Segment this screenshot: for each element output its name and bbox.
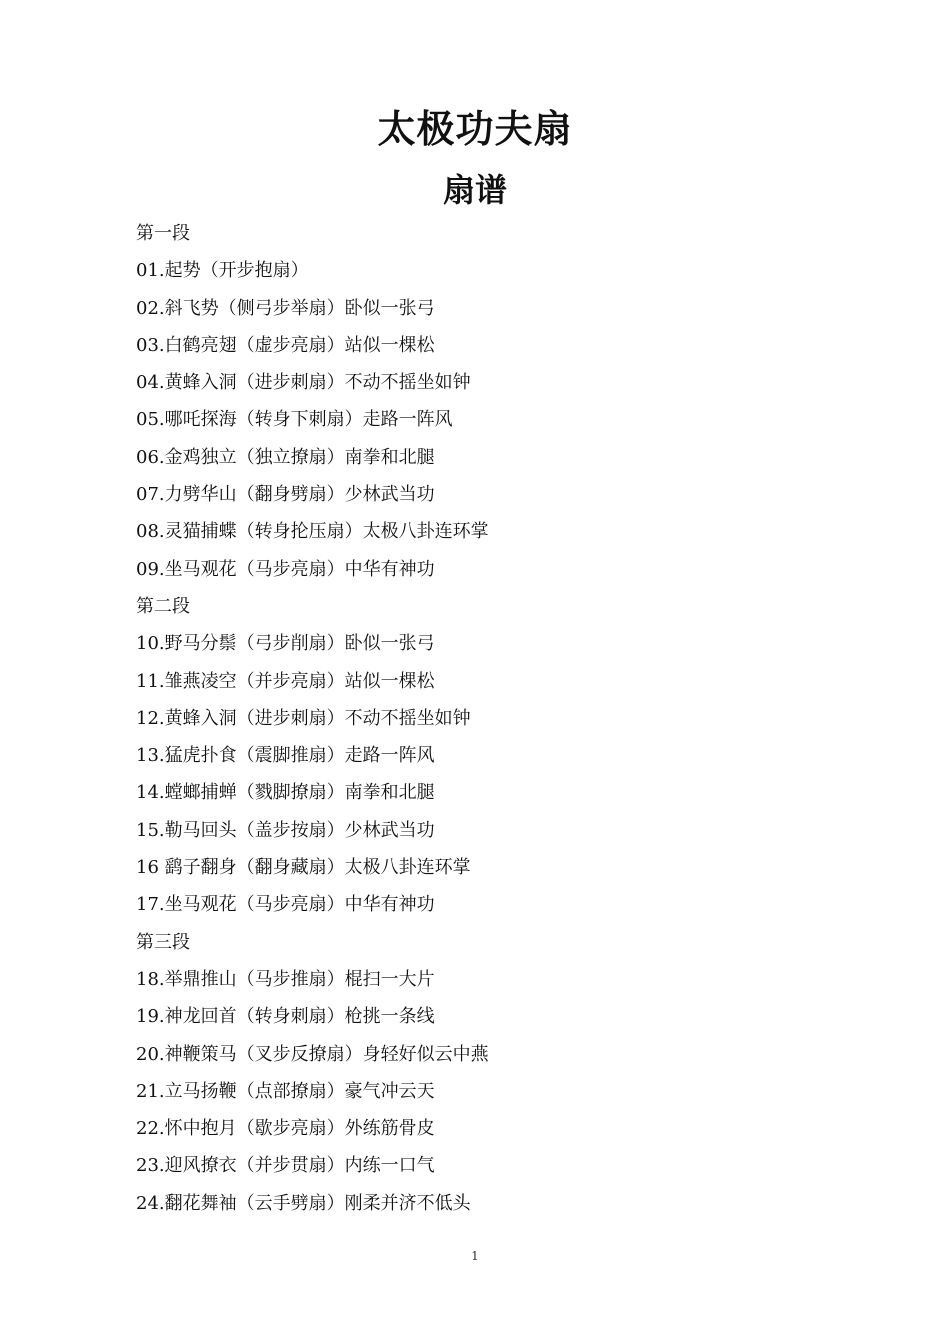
form-line-05: 05.哪吒探海（转身下刺扇）走路一阵风 <box>136 409 453 431</box>
form-line-17: 17.坐马观花（马步亮扇）中华有神功 <box>136 894 435 916</box>
form-line-24: 24.翻花舞袖（云手劈扇）刚柔并济不低头 <box>136 1192 471 1214</box>
form-line-22: 22.怀中抱月（歇步亮扇）外练筋骨皮 <box>136 1118 435 1140</box>
form-line-14: 14.螳螂捕蝉（戮脚撩扇）南拳和北腿 <box>136 782 435 804</box>
form-line-02: 02.斜飞势（侧弓步举扇）卧似一张弓 <box>136 297 435 319</box>
document-subtitle: 扇谱 <box>442 171 507 209</box>
form-line-09: 09.坐马观花（马步亮扇）中华有神功 <box>136 558 435 580</box>
form-line-20: 20.神鞭策马（叉步反撩扇）身轻好似云中燕 <box>136 1043 489 1065</box>
form-line-06: 06.金鸡独立（独立撩扇）南拳和北腿 <box>136 446 435 468</box>
form-line-07: 07.力劈华山（翻身劈扇）少林武当功 <box>136 484 435 506</box>
form-line-16: 16 鹞子翻身（翻身藏扇）太极八卦连环掌 <box>136 857 471 879</box>
form-line-21: 21.立马扬鞭（点部撩扇）豪气冲云天 <box>136 1080 435 1102</box>
form-line-12: 12.黄蜂入洞（进步刺扇）不动不摇坐如钟 <box>136 707 471 729</box>
form-line-10: 10.野马分鬃（弓步削扇）卧似一张弓 <box>136 633 435 655</box>
form-line-04: 04.黄蜂入洞（进步刺扇）不动不摇坐如钟 <box>136 372 471 394</box>
form-line-13: 13.猛虎扑食（震脚推扇）走路一阵风 <box>136 745 435 767</box>
form-line-08: 08.灵猫捕蝶（转身抡压扇）太极八卦连环掌 <box>136 521 489 543</box>
form-line-19: 19.神龙回首（转身刺扇）枪挑一条线 <box>136 1006 435 1028</box>
form-line-01: 01.起势（开步抱扇） <box>136 260 309 282</box>
section-heading-1: 第一段 <box>136 223 190 244</box>
document-title: 太极功夫扇 <box>377 107 573 151</box>
form-line-03: 03.白鹤亮翅（虚步亮扇）站似一棵松 <box>136 334 435 356</box>
page-number: 1 <box>471 1249 479 1263</box>
form-line-15: 15.勒马回头（盖步按扇）少林武当功 <box>136 819 435 841</box>
form-list <box>136 215 856 1222</box>
section-heading-3: 第三段 <box>136 931 190 953</box>
form-line-18: 18.举鼎推山（马步推扇）棍扫一大片 <box>136 968 435 990</box>
section-heading-2: 第二段 <box>136 595 190 617</box>
form-line-11: 11.雏燕凌空（并步亮扇）站似一棵松 <box>136 670 435 692</box>
form-line-23: 23.迎风撩衣（并步贯扇）内练一口气 <box>136 1155 435 1177</box>
